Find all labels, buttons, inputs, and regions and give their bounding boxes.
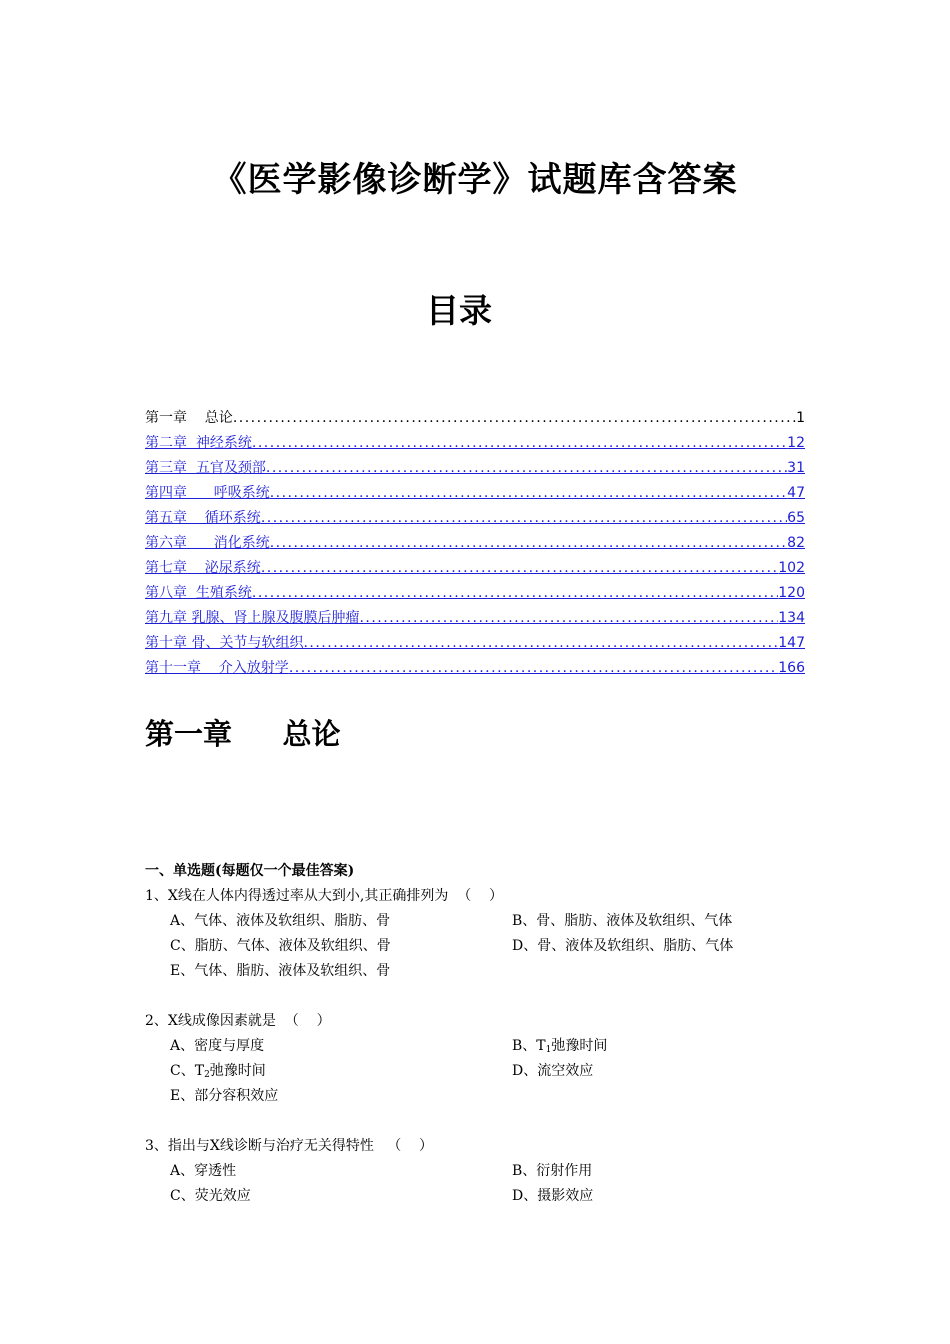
toc-leader-dots [266,460,787,476]
option-c [170,1059,512,1084]
spacer [145,984,845,1009]
toc-entry-1[interactable] [145,407,805,432]
option-d: D、摄影效应 [512,1188,594,1204]
subscript: 2 [204,1070,210,1080]
toc-leader-dots [359,610,778,626]
toc-entry-label: 第六章 消化系统 [145,535,270,551]
option-e: E、部分容积效应 [170,1088,279,1104]
chapter-heading: 第一章 总论 [145,717,341,751]
toc-leader-dots [233,410,796,426]
toc-entry-page: 31 [787,460,805,476]
section-heading: 一、单选题(每题仅一个最佳答案) [145,863,355,879]
option-text: B、T [512,1038,546,1054]
question-list [145,884,845,1209]
toc-entry-6[interactable] [145,532,805,557]
question-stem: 3、指出与X线诊断与治疗无关得特性 （ ） [145,1138,434,1154]
toc-entry-page: 147 [778,635,805,651]
toc-entry-3[interactable] [145,457,805,482]
option-group [145,1034,845,1109]
document-title: 《医学影像诊断学》试题库含答案 [212,160,738,200]
option-text: 弛豫时间 [209,1063,266,1079]
toc-entry-page: 1 [796,410,805,426]
toc-entry-page: 120 [778,585,805,601]
option-text: 弛豫时间 [551,1038,608,1054]
option-c: C、荧光效应 [170,1188,251,1204]
toc-leader-dots [261,510,787,526]
toc-entry-9[interactable] [145,607,805,632]
option-text: C、T [170,1063,205,1079]
option-b [512,1034,812,1059]
toc-leader-dots [270,485,787,501]
toc-entry-label: 第十一章 介入放射学 [145,660,289,676]
toc-entry-8[interactable] [145,582,805,607]
toc-entry-label: 第五章 循环系统 [145,510,261,526]
toc-entry-label: 第四章 呼吸系统 [145,485,270,501]
subscript: 1 [545,1045,552,1055]
table-of-contents [145,407,805,682]
question-stem: 1、X线在人体内得透过率从大到小,其正确排列为 （ ） [145,888,504,904]
spacer [145,1109,845,1134]
option-d: D、骨、液体及软组织、脂肪、气体 [512,938,734,954]
toc-entry-page: 12 [787,435,805,451]
toc-entry-page: 102 [778,560,805,576]
option-c: C、脂肪、气体、液体及软组织、骨 [170,938,391,954]
toc-entry-label: 第一章 总论 [145,410,233,426]
toc-leader-dots [252,435,787,451]
option-b: B、骨、脂肪、液体及软组织、气体 [512,913,733,929]
toc-leader-dots [289,660,778,676]
toc-leader-dots [261,560,778,576]
toc-entry-11[interactable] [145,657,805,682]
option-e: E、气体、脂肪、液体及软组织、骨 [170,963,391,979]
option-d: D、流空效应 [512,1063,594,1079]
toc-entry-label: 第八章 生殖系统 [145,585,252,601]
toc-entry-label: 第三章 五官及颈部 [145,460,266,476]
toc-entry-label: 第二章 神经系统 [145,435,252,451]
option-a: A、密度与厚度 [170,1038,265,1054]
option-group [145,1159,845,1209]
toc-entry-page: 47 [787,485,805,501]
toc-entry-label: 第九章 乳腺、肾上腺及腹膜后肿瘤 [145,610,360,626]
toc-entry-page: 134 [778,610,805,626]
option-b: B、衍射作用 [512,1163,593,1179]
toc-entry-label: 第七章 泌尿系统 [145,560,261,576]
toc-entry-page: 82 [787,535,805,551]
toc-entry-5[interactable] [145,507,805,532]
option-a: A、气体、液体及软组织、脂肪、骨 [170,913,391,929]
toc-entry-4[interactable] [145,482,805,507]
toc-entry-2[interactable] [145,432,805,457]
toc-leader-dots [303,635,778,651]
toc-entry-10[interactable] [145,632,805,657]
option-group [145,909,845,984]
toc-leader-dots [252,585,778,601]
toc-entry-page: 65 [787,510,805,526]
toc-heading: 目录 [426,291,492,330]
question-stem: 2、X线成像因素就是 （ ） [145,1013,331,1029]
toc-leader-dots [270,535,787,551]
toc-entry-label: 第十章 骨、关节与软组织 [145,635,304,651]
toc-entry-7[interactable] [145,557,805,582]
toc-entry-page: 166 [778,660,805,676]
option-a: A、穿透性 [170,1163,237,1179]
